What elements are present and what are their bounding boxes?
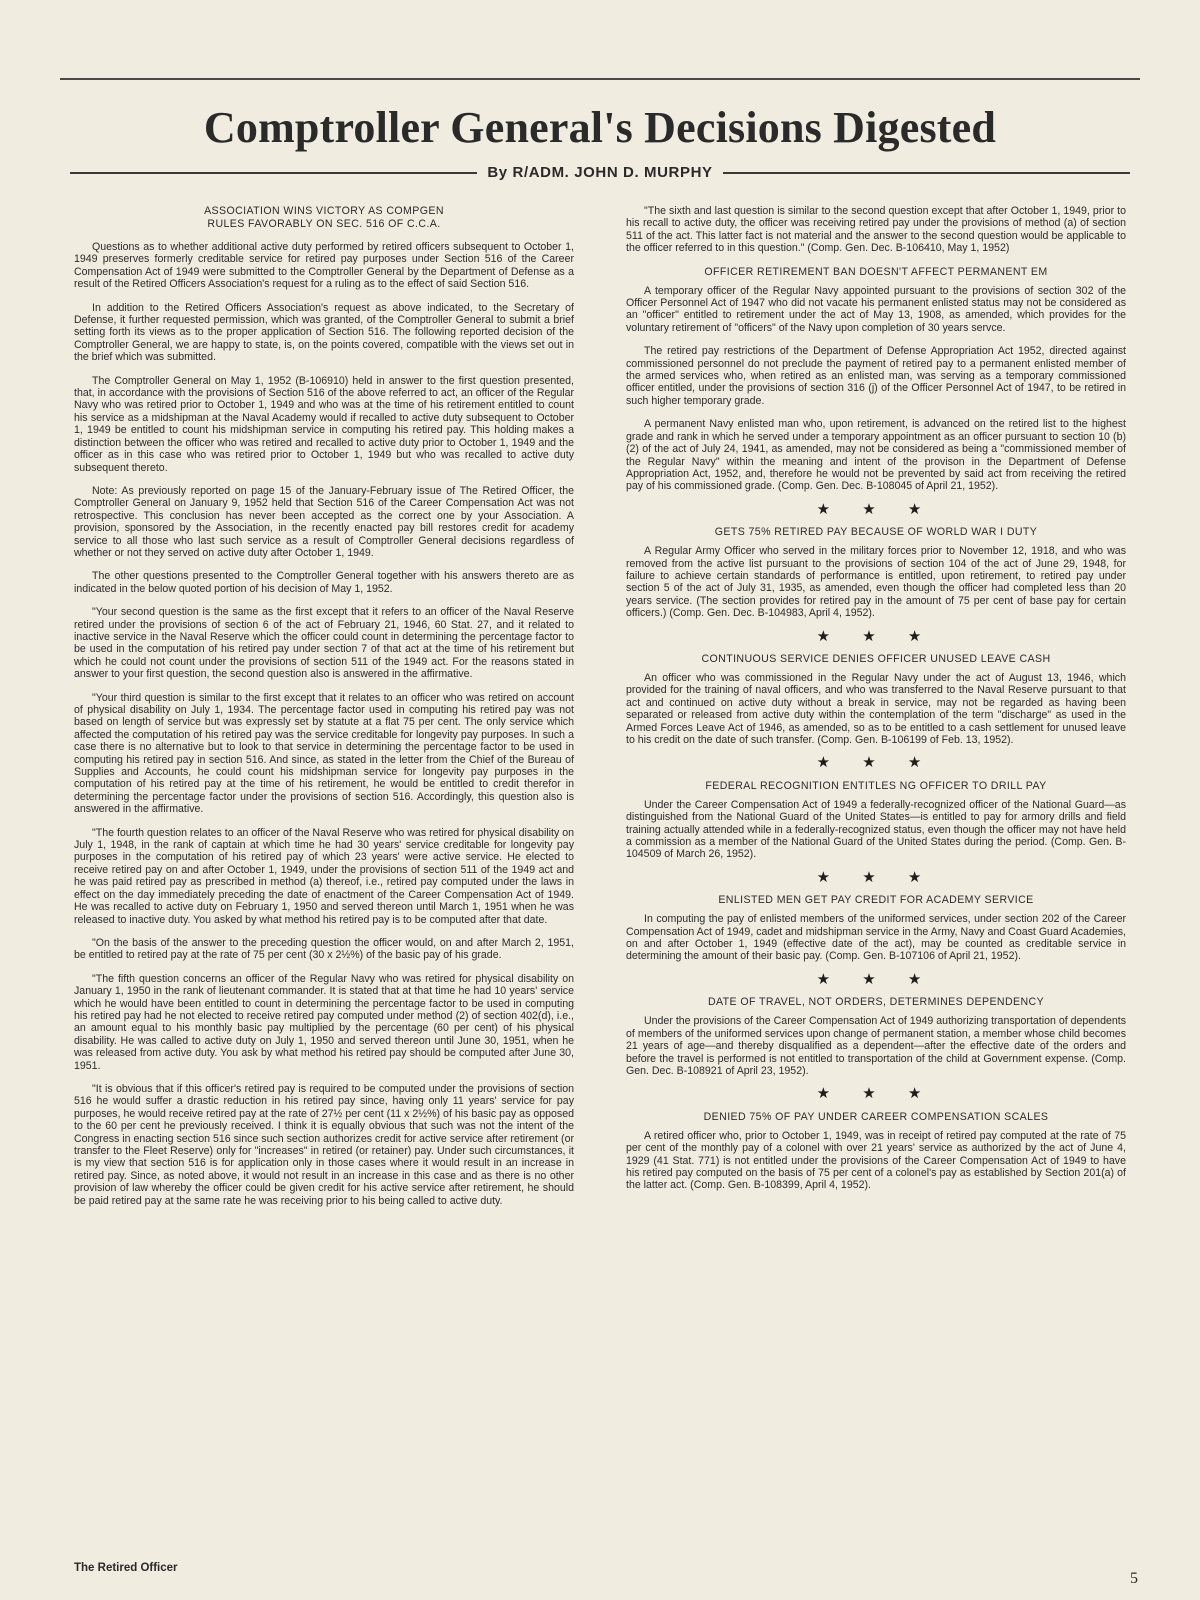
page-title: Comptroller General's Decisions Digested	[203, 103, 997, 152]
star-separator: ★ ★ ★	[816, 1085, 936, 1103]
page-number: 5	[1130, 1570, 1138, 1587]
paragraph: Note: As previously reported on page 15 of the January-February issue of The Retired Officer, the Comptroller General on January 9, 1952 held that Section 516 of the Career Compensation Act was not retrospective. This conclusion has never been accepted as the correct one by your Association. A provision, sponsored by the Association, in the recently enacted pay bill restores credit for academy service to all those who last such service as a result of Comptroller General decisions regardless of whether or not they served on active duty after October 1, 1949.	[74, 484, 574, 559]
paragraph: A retired officer who, prior to October 1, 1949, was in receipt of retired pay computed at the rate of 75 per cent of the monthly pay of a colonel with over 21 years' service as authorized by the act of June 4, 1929 (41 Stat. 771) is not entitled under the provisions of the Career Compensation Act of 1949 to have his retired pay computed on the basis of 75 per cent of a colonel's pay as established by Section 201(a) of the latter act. (Comp. Gen. B-108399, April 4, 1952).	[626, 1129, 1126, 1192]
article-heading-line2: RULES FAVORABLY ON SEC. 516 OF C.C.A.	[207, 218, 441, 230]
paragraph: "It is obvious that if this officer's retired pay is required to be computed under the provisions of section 516 he would suffer a drastic reduction in his retired pay since, having only 11 years' service for pay purposes, he would receive retired pay at the rate of 27½ per cent (11 x 2½%) of his basic pay as opposed to the 60 per cent he previously received. I think it is equally obvious that such was not the intent of the Congress in enacting section 516 since such section authorizes credit for active service after retirement (or transfer to the Fleet Reserve) only for "increases" in retired (or retainer) pay. Under such circumstances, it is my view that section 516 is for application only in those cases where it would result in an increase in retired pay. Since, as noted above, it would not result in an increase in this case and as there is no other provision of law whereby the officer could be given credit for his active service after retirement, he should be paid retired pay at the same rate he was receiving prior to his being called to active duty.	[74, 1082, 574, 1207]
paragraph: "The sixth and last question is similar to the second question except that after October 1, 1949, prior to his recall to active duty, the officer was receiving retired pay under the provisions of method (a) of section 511 of the act. This latter fact is not material and the answer to the second question would be applicable to the officer referred to in this question." (Comp. Gen. Dec. B-106410, May 1, 1952)	[626, 205, 1126, 255]
paragraph: "Your third question is similar to the first except that it relates to an officer who was retired on account of physical disability on July 1, 1934. The percentage factor used in computing his retired pay was not based on length of service but was expressly set by statute at a flat 75 per cent. The only service which affected the computation of his retired pay was the service creditable for longevity pay purposes. In such a case there is no alternative but to look to that service in determining the percentage factor to be used in computing his retired pay in section 516. And since, as stated in the letter from the Chief of the Bureau of Supplies and Accounts, he could count his midshipman service for longevity pay purposes in the computation of his retired pay at the time of his retirement, he would be entitled to credit therefor in determining the percentage factor under the provisions of section 516. Accordingly, this question also is answered in the affirmative.	[74, 691, 574, 816]
paragraph: In addition to the Retired Officers Association's request as above indicated, to the Secretary of Defense, it further requested permission, which was granted, of the Comptroller General to submit a brief setting forth its views as to the proper application of Section 516. The following reported decision of the Comptroller General, we are happy to state, is, on the points covered, compatible with the views set out in the brief which was submitted.	[74, 301, 574, 364]
paragraph: Under the provisions of the Career Compensation Act of 1949 authorizing transportation of dependents of members of the uniformed services upon change of permanent station, a member whose child becomes 21 years of age—and thereby disqualified as a dependent—after the effective date of the orders and before the travel is performed is not entitled to transportation of the child at Government expense. (Comp. Gen. Dec. B-108921 of April 23, 1952).	[626, 1015, 1126, 1077]
star-separator: ★ ★ ★	[816, 970, 936, 988]
paragraph: A temporary officer of the Regular Navy appointed pursuant to the provisions of section 302 of the Officer Personnel Act of 1947 who did not vacate his permanent enlisted status may not be considered as an "officer" entitled to retirement under the act of May 13, 1908, as amended, which provides for the voluntary retirement of "officers" of the Navy upon completion of 30 years servce.	[626, 284, 1126, 334]
right-column	[626, 205, 1126, 1203]
article-heading-line1: ASSOCIATION WINS VICTORY AS COMPGEN	[204, 205, 444, 217]
left-column	[74, 205, 574, 1218]
section-heading: DATE OF TRAVEL, NOT ORDERS, DETERMINES DEPENDENCY	[707, 996, 1045, 1009]
paragraph: Under the Career Compensation Act of 1949 a federally-recognized officer of the National Guard—as distinguished from the National Guard of the United States—is entitled to pay for armory drills and field training actually attended while in a federally-recognized status, even though the officer may not have held a commission as a member of the National Guard of the United States during the period. (Comp. Gen. B-104509 of March 26, 1952).	[626, 798, 1126, 861]
section-heading: CONTINUOUS SERVICE DENIES OFFICER UNUSED LEAVE CASH	[701, 652, 1051, 665]
paragraph: A Regular Army Officer who served in the military forces prior to November 12, 1918, and who was removed from the active list pursuant to the provisions of section 104 of the act of June 29, 1948, for failure to achieve certain standards of performance is entitled, upon retirement, to retired pay under section 5 of the act of July 31, 1935, as amended, even though the officer had completed less than 20 years service. (The section provides for retired pay in the amount of 75 per cent of base pay for certain officers.) (Comp. Gen. Dec. B-104983, April 4, 1952).	[626, 545, 1126, 620]
paragraph: An officer who was commissioned in the Regular Navy under the act of August 13, 1946, which provided for the training of naval officers, and who was transferred to the Naval Reserve pursuant to that act and continued on active duty without a break in service, may not be regarded as having been separated or released from active duty within the contemplation of the term "discharge" as used in the Armed Forces Leave Act of 1946, as amended, so as to be entitled to a cash settlement for unused leave to his credit on the date of such transfer. (Comp. Gen. B-106199 of Feb. 13, 1952).	[626, 671, 1126, 746]
paragraph: A permanent Navy enlisted man who, upon retirement, is advanced on the retired list to the highest grade and rank in which he served under a temporary appointment as an officer pursuant to section 10 (b) (2) of the act of July 24, 1941, as amended, may not be considered as being a "commissioned member of the Regular Navy" within the meaning and intent of the provison in the Department of Defense Appropriation Act, 1952, and, therefore he would not be prevented by said act from receiving the retired pay of his commissioned grade. (Comp. Gen. Dec. B-108045 of April 21, 1952).	[626, 418, 1126, 493]
masthead	[0, 102, 1200, 153]
paragraph: The retired pay restrictions of the Department of Defense Appropriation Act 1952, directed against commissioned personnel do not preclude the payment of retired pay to a permanent enlisted member of the armed services who, when retired as an enlisted man, was serving as a temporary commissioned officer entitled, under the provisions of section 316 (j) of the Officer Personnel Act of 1947, to be retired in such higher temporary grade.	[626, 345, 1126, 407]
paragraph: Questions as to whether additional active duty performed by retired officers subsequent to October 1, 1949 preserves formerly creditable service for retired pay purposes under Section 516 of the Career Compensation Act of 1949 were submitted to the Comptroller General by the Department of Defense as a result of the Retired Officers Association's request for a ruling as to the effect of said Section 516.	[74, 241, 574, 291]
article-heading	[74, 205, 574, 231]
section-heading: FEDERAL RECOGNITION ENTITLES NG OFFICER TO DRILL PAY	[705, 779, 1047, 792]
star-separator: ★ ★ ★	[816, 868, 936, 886]
section-heading: ENLISTED MEN GET PAY CREDIT FOR ACADEMY SERVICE	[718, 894, 1034, 907]
paragraph: "On the basis of the answer to the preceding question the officer would, on and after March 2, 1951, be entitled to retired pay at the rate of 75 per cent (30 x 2½%) of the basic pay of his grade.	[74, 936, 574, 962]
byline-row	[70, 164, 1130, 181]
publication-name: The Retired Officer	[74, 1562, 178, 1574]
paragraph: "The fourth question relates to an officer of the Naval Reserve who was retired for physical disability on July 1, 1948, in the rank of captain at which time he had 30 years' service creditable for longevity pay purposes in the computation of his retired pay of which 23 years' were active service. He elected to receive retired pay on and after October 1, 1949, under the provisions of section 511 of the 1949 act and he was paid retired pay as prescribed in method (a) thereof, i.e., retired pay computed under the laws in effect on the day immediately preceding the date of enactment of the Career Compensation Act of 1949. He was recalled to active duty on February 1, 1950 and served thereon until March 1, 1951 when he was released to inactive duty. You asked by what method his retired pay is to be computed after that date.	[74, 826, 574, 926]
byline: By R/ADM. JOHN D. MURPHY	[487, 164, 713, 181]
paragraph: In computing the pay of enlisted members of the uniformed services, under section 202 of the Career Compensation Act of 1949, cadet and midshipman service in the Army, Navy and Coast Guard Academies, on and after October 1, 1949 (effective date of the act), may be counted as creditable service in determining the amount of their basic pay. (Comp. Gen. B-107106 of April 21, 1952).	[626, 913, 1126, 963]
section-heading: GETS 75% RETIRED PAY BECAUSE OF WORLD WAR I DUTY	[714, 526, 1038, 539]
star-separator: ★ ★ ★	[816, 754, 936, 772]
star-separator: ★ ★ ★	[816, 500, 936, 518]
paragraph: "The fifth question concerns an officer of the Regular Navy who was retired for physical disability on January 1, 1950 in the rank of lieutenant commander. It is stated that at that time he had 10 years' service which he would have been entitled to count in determining the percentage factor to be used in computing his retired pay had he not elected to receive retired pay computed under method (2) of section 402(d), i.e., an amount equal to his monthly basic pay multiplied by the percentage (60 per cent) of his physical disability. He was called to active duty on July 1, 1950 and served thereon until June 30, 1951, when he was released from active duty. You ask by what method his retired pay should be computed after June 30, 1951.	[74, 972, 574, 1072]
star-separator: ★ ★ ★	[816, 627, 936, 645]
paragraph: "Your second question is the same as the first except that it refers to an officer of the Naval Reserve retired under the provisions of section 6 of the act of February 21, 1946, 60 Stat. 27, and it related to inactive service in the Naval Reserve which the officer could count in determining the percentage factor to be used in the computation of his retired pay under section 7 of that act at the time of his retirement but which he could not count under the provisions of section 511 of the 1949 act. For the reasons stated in answer to your first question, the second question also is answered in the affirmative.	[74, 606, 574, 681]
paragraph: The Comptroller General on May 1, 1952 (B-106910) held in answer to the first question presented, that, in accordance with the provisions of Section 516 of the above referred to act, an officer of the Regular Navy who was retired prior to October 1, 1949 and who was at the time of his retirement entitled to count his service as a midshipman at the Naval Academy would if recalled to active duty subsequent to October 1, 1949 be entitled to count his midshipman service in computing his retired pay. This holding makes a distinction between the officer who was retired and recalled to active duty prior to October 1, 1949 and the officer as in this case who was retired prior to October 1, 1949 but who was recalled to active duty subsequent thereto.	[74, 374, 574, 474]
byline-rule-right	[723, 172, 1130, 174]
section-heading: DENIED 75% OF PAY UNDER CAREER COMPENSATION SCALES	[703, 1110, 1049, 1123]
paragraph: The other questions presented to the Comptroller General together with his answers thereto are as indicated in the below quoted portion of his decision of May 1, 1952.	[74, 570, 574, 595]
byline-rule-left	[70, 172, 477, 174]
section-heading: OFFICER RETIREMENT BAN DOESN'T AFFECT PERMANENT EM	[704, 265, 1048, 278]
top-rule	[60, 78, 1140, 80]
